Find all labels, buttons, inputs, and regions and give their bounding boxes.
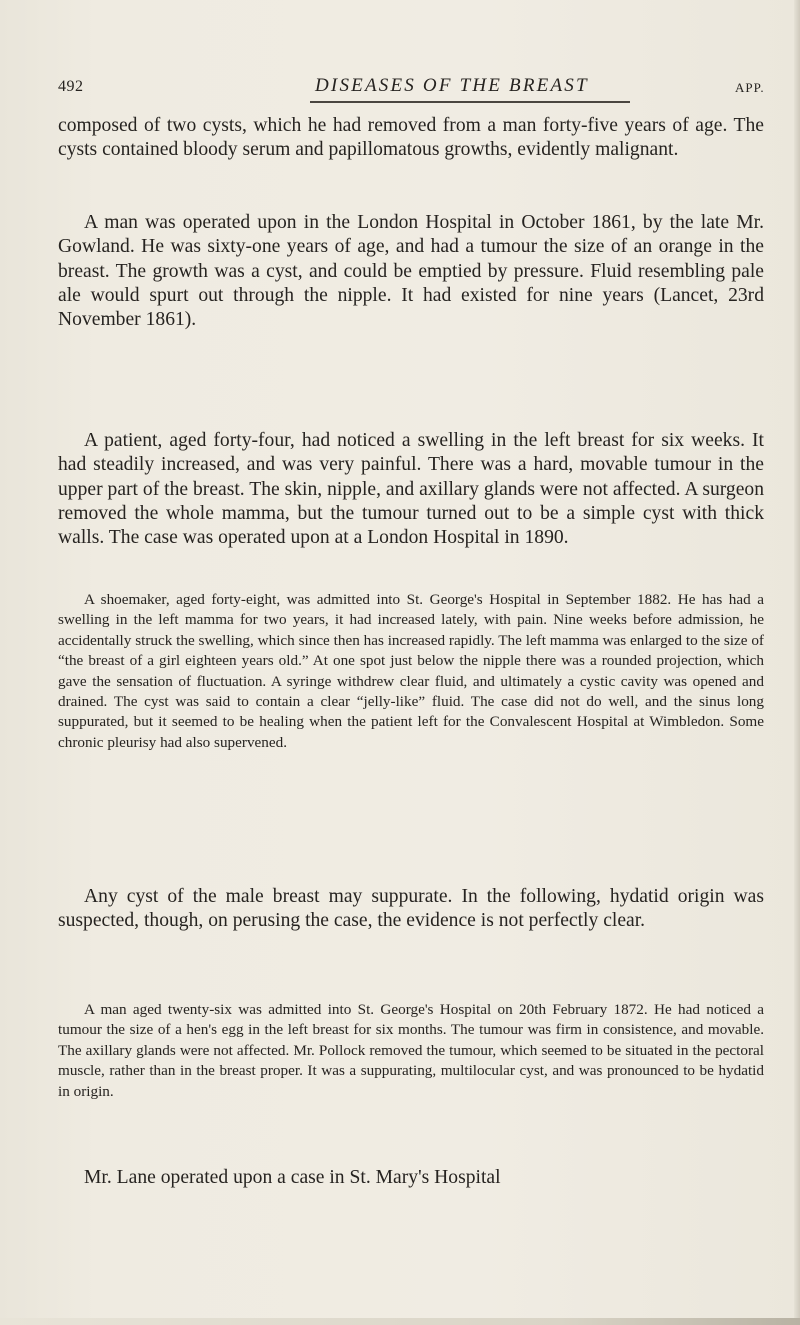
paragraph-simple-cyst-case: A patient, aged forty-four, had noticed a swelling in the left breast for six weeks. It had steadily increased, and was very painful. There was a hard, movable tumour in the upper part of the breast. The skin, nipple, and axillary glands were not affected. A surgeon removed the whole mamma, but the tumour turned out to be a simple cyst with thick walls. The case was operated upon at a London Hospital in 1890. [58, 430, 764, 549]
running-head: DISEASES OF THE BREAST [315, 75, 589, 96]
page-number: 492 [58, 78, 84, 95]
header-rule [310, 101, 630, 103]
paragraph-gowland-case: A man was operated upon in the London Hospital in October 1861, by the late Mr. Gowland. He was sixty-one years of age, and had a tumour the size of an orange in the breast. The growth was a cyst, and could be emptied by pressure. Fluid resembling pale ale would spurt out through the nipple. It had existed for nine years (Lancet, 23rd November 1861). [58, 212, 764, 331]
paragraph-hydatid-case: A man aged twenty-six was admitted into St. George's Hospital on 20th February 1872. He had noticed a tumour the size of a hen's egg in the left breast for six months. The tumour was firm in consistence, and movable. The axillary glands were not affected. Mr. Pollock removed the tumour, which seemed to be situated in the pectoral muscle, rather than in the breast proper. It was a suppurating, multilocular cyst, and was pronounced to be hydatid in origin. [58, 1001, 764, 1100]
paragraph-suppuration: Any cyst of the male breast may suppurate. In the following, hydatid origin was suspected, though, on perusing the case, the evidence is not perfectly clear. [58, 886, 764, 932]
section-label: APP. [735, 80, 765, 95]
page-bottom-edge [0, 1318, 800, 1325]
page-edge [794, 0, 800, 1325]
paragraph-continuation: composed of two cysts, which he had removed from a man forty-five years of age. The cysts contained bloody serum and papillomatous growths, evidently malignant. [58, 115, 764, 161]
paragraph-lane-case: Mr. Lane operated upon a case in St. Mary's Hospital [84, 1167, 501, 1188]
page-header [0, 66, 800, 106]
paragraph-shoemaker-case: A shoemaker, aged forty-eight, was admitted into St. George's Hospital in September 1882. He has had a swelling in the left mamma for two years, it had increased lately, with pain. Nine weeks before admission, he accidentally struck the swelling, which since then has increased rapidly. The left mamma was enlarged to the size of “the breast of a girl eighteen years old.” At one spot just below the nipple there was a rounded projection, which gave the sensation of fluctuation. A syringe withdrew clear fluid, and ultimately a cystic cavity was opened and drained. The cyst was said to contain a clear “jelly-like” fluid. The case did not do well, and the sinus long suppurated, but it seemed to be healing when the patient left for the Convalescent Hospital at Wimbledon. Some chronic pleurisy had also supervened. [58, 591, 764, 751]
